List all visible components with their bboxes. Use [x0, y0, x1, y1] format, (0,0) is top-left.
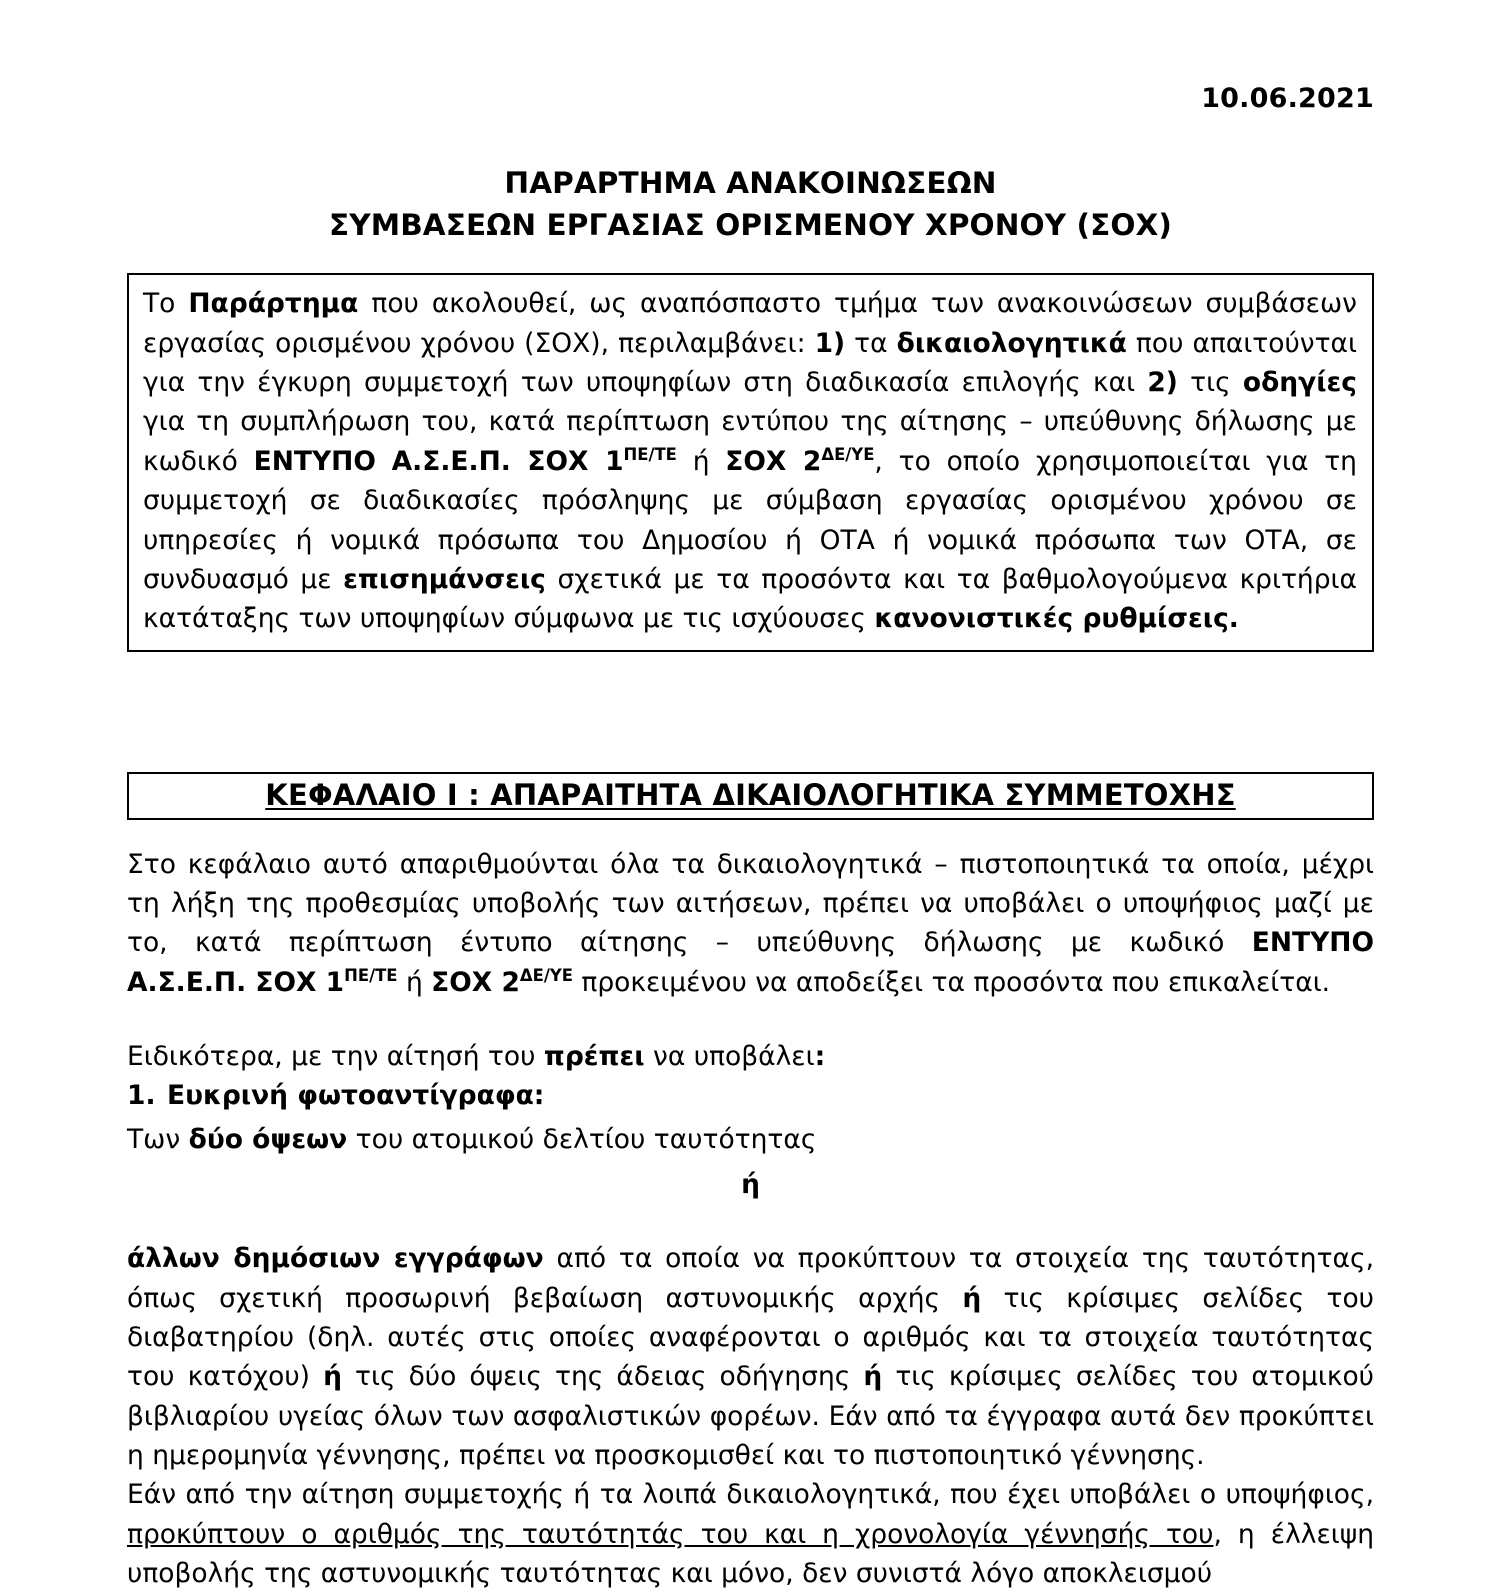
- intro-sup-pe-te: ΠΕ/ΤΕ: [623, 444, 677, 464]
- intro-bold-1: 1): [814, 327, 846, 359]
- intro-paragraph: [143, 284, 1357, 638]
- other-docs-bold-or-2: ή: [323, 1361, 342, 1393]
- other-docs-bold-title: άλλων δημόσιων εγγράφων: [127, 1243, 544, 1275]
- intro-bold-asep-sox1: Α.Σ.Ε.Π. ΣΟΧ $1^{\Pi E/TE}$: [391, 444, 677, 477]
- other-docs-text-1: από τα οποία να προκύπτουν τα στοιχεία της ταυτότητας, όπως σχετική προσωρινή βεβαίωση αστυνομικής αρχής: [127, 1243, 1374, 1314]
- list-item-1: [127, 1076, 1374, 1115]
- other-docs-bold-or-3: ή: [863, 1361, 883, 1393]
- intro-text-3: τα: [845, 327, 897, 359]
- intro-bold-odigies: οδηγίες: [1242, 367, 1357, 399]
- page-title-line-2: ΣΥΜΒΑΣΕΩΝ ΕΡΓΑΣΙΑΣ ΟΡΙΣΜΕΝΟΥ ΧΡΟΝΟΥ (ΣΟΧ): [329, 207, 1172, 242]
- intro-bold-parartima: Παράρτημα: [188, 288, 359, 320]
- other-docs-text-3: τις δύο όψεις της άδειας οδήγησης: [341, 1361, 864, 1393]
- must-submit-paragraph: [127, 1037, 1374, 1076]
- item1-text-2: του ατομικού δελτίου ταυτότητας: [347, 1123, 817, 1155]
- chapter-intro-bold-entypo: ΕΝΤΥΠΟ: [1251, 927, 1374, 959]
- item1-detail-line: [127, 1120, 1374, 1159]
- closing-text-1: Εάν από την αίτηση συμμετοχής ή τα λοιπά δικαιολογητικά, που έχει υποβάλει ο υποψήφιος,: [127, 1479, 1374, 1511]
- document-date: 10.06.2021: [1201, 83, 1374, 114]
- other-docs-text-4: τις κρίσιμες σελίδες του ατομικού βιβλιαρίου υγείας όλων των ασφαλιστικών φορέων. Εάν από τα έγγραφα αυτά δεν προκύπτει η ημερομηνία γέννησης, πρέπει να προσκομισθεί και το πιστοποιητικό γέννησης.: [127, 1361, 1374, 1471]
- chapter-intro-text-3: προκειμένου να αποδείξει τα προσόντα που επικαλείται.: [572, 966, 1331, 998]
- intro-sup-de-ye: ΔΕ/ΥΕ: [821, 444, 875, 464]
- chapter-intro-paragraph: [127, 845, 1374, 1002]
- closing-paragraph: [127, 1475, 1374, 1593]
- chapter-intro-sup-de-ye: ΔΕ/ΥΕ: [519, 965, 573, 985]
- intro-text-7: ή: [676, 445, 726, 477]
- intro-bold-2: 2): [1147, 367, 1178, 399]
- must-submit-text-2: να υποβάλει: [644, 1040, 815, 1072]
- chapter-heading-box: [127, 772, 1374, 820]
- other-docs-text-2: τις κρίσιμες σελίδες του διαβατηρίου (δηλ. αυτές στις οποίες αναφέρονται ο αριθμός και τα στοιχεία ταυτότητας του κατόχου): [127, 1282, 1374, 1393]
- item1-bold-dyo-opseon: δύο όψεων: [188, 1123, 348, 1155]
- intro-bold-entypo: ΕΝΤΥΠΟ: [253, 445, 376, 477]
- closing-text-2: , η έλλειψη υποβολής της αστυνομικής ταυτότητας και μόνο, δεν συνιστά λόγο αποκλεισμού: [127, 1518, 1375, 1590]
- intro-text-4: που απαιτούνται για την έγκυρη συμμετοχή των υποψηφίων στη διαδικασία επιλογής και: [143, 327, 1357, 399]
- intro-bold-sox2: ΣΟΧ $2^{\Delta E/\Upsilon E}$: [725, 444, 875, 477]
- intro-text-6: για τη συμπλήρωση του, κατά περίπτωση εντύπου της αίτησης – υπεύθυνης δήλωσης με κωδικό: [143, 406, 1357, 477]
- chapter-intro-text-1: Στο κεφάλαιο αυτό απαριθμούνται όλα τα δικαιολογητικά – πιστοποιητικά τα οποία, μέχρι τη λήξη της προθεσμίας υποβολής των αιτήσεων, πρέπει να υποβάλει ο υποψήφιος μαζί με το, κατά περίπτωση έντυπο αίτησης – υπεύθυνης δήλωσης με κωδικό: [127, 848, 1374, 959]
- intro-bold-dikaiologitika: δικαιολογητικά: [896, 327, 1127, 359]
- intro-bold-kanonistikes: κανονιστικές ρυθμίσεις.: [874, 603, 1239, 635]
- chapter-intro-bold-sox2: ΣΟΧ $2^{\Delta E/\Upsilon E}$: [431, 965, 573, 998]
- chapter-title: ΚΕΦΑΛΑΙΟ Ι : ΑΠΑΡΑΙΤΗΤΑ ΔΙΚΑΙΟΛΟΓΗΤΙΚΑ ΣΥΜΜΕΤΟΧΗΣ: [265, 777, 1236, 812]
- list-item-1-label: Ευκρινή φωτοαντίγραφα:: [167, 1080, 545, 1112]
- item1-or-separator: ή: [741, 1168, 760, 1200]
- chapter-intro-sup-pe-te: ΠΕ/ΤΕ: [344, 965, 398, 985]
- other-docs-bold-or-1: ή: [962, 1282, 982, 1314]
- intro-box: [127, 273, 1374, 651]
- intro-text-9: σχετικά με τα προσόντα και τα βαθμολογούμενα κριτήρια κατάταξης των υποψηφίων σύμφωνα με τις ισχύουσες: [143, 563, 1357, 635]
- must-submit-colon: :: [814, 1040, 826, 1072]
- intro-text-8: , το οποίο χρησιμοποιείται για τη συμμετοχή σε διαδικασίες πρόσληψης με σύμβαση εργασίας ορισμένου χρόνου σε υπηρεσίες ή νομικά πρόσωπα του Δημοσίου ή ΟΤΑ ή νομικά πρόσωπα των ΟΤΑ, σε συνδυασμό με: [143, 445, 1357, 595]
- closing-underlined-text: προκύπτουν ο αριθμός της ταυτότητάς του και η χρονολογία γέννησής του: [127, 1518, 1214, 1550]
- intro-text-5: τις: [1177, 367, 1243, 399]
- intro-text-1: Το: [143, 288, 189, 320]
- must-submit-bold-prepei: πρέπει: [543, 1040, 645, 1072]
- other-documents-paragraph: [127, 1239, 1374, 1475]
- item1-text-1: Των: [127, 1123, 189, 1155]
- chapter-intro-bold-asep-sox1: Α.Σ.Ε.Π. ΣΟΧ $1^{\Pi E/TE}$: [127, 965, 398, 998]
- page-title: [127, 163, 1374, 247]
- intro-bold-episimanseis: επισημάνσεις: [343, 563, 546, 595]
- page-title-line-1: ΠΑΡΑΡΤΗΜΑ ΑΝΑΚΟΙΝΩΣΕΩΝ: [504, 165, 997, 200]
- list-item-1-number: 1.: [127, 1080, 156, 1112]
- intro-text-2: που ακολουθεί, ως αναπόσπαστο τμήμα των ανακοινώσεων συμβάσεων εργασίας ορισμένου χρόνου (ΣΟΧ), περιλαμβάνει:: [143, 288, 1357, 359]
- chapter-intro-text-2: ή: [397, 966, 432, 998]
- must-submit-text-1: Ειδικότερα, με την αίτησή του: [127, 1040, 544, 1072]
